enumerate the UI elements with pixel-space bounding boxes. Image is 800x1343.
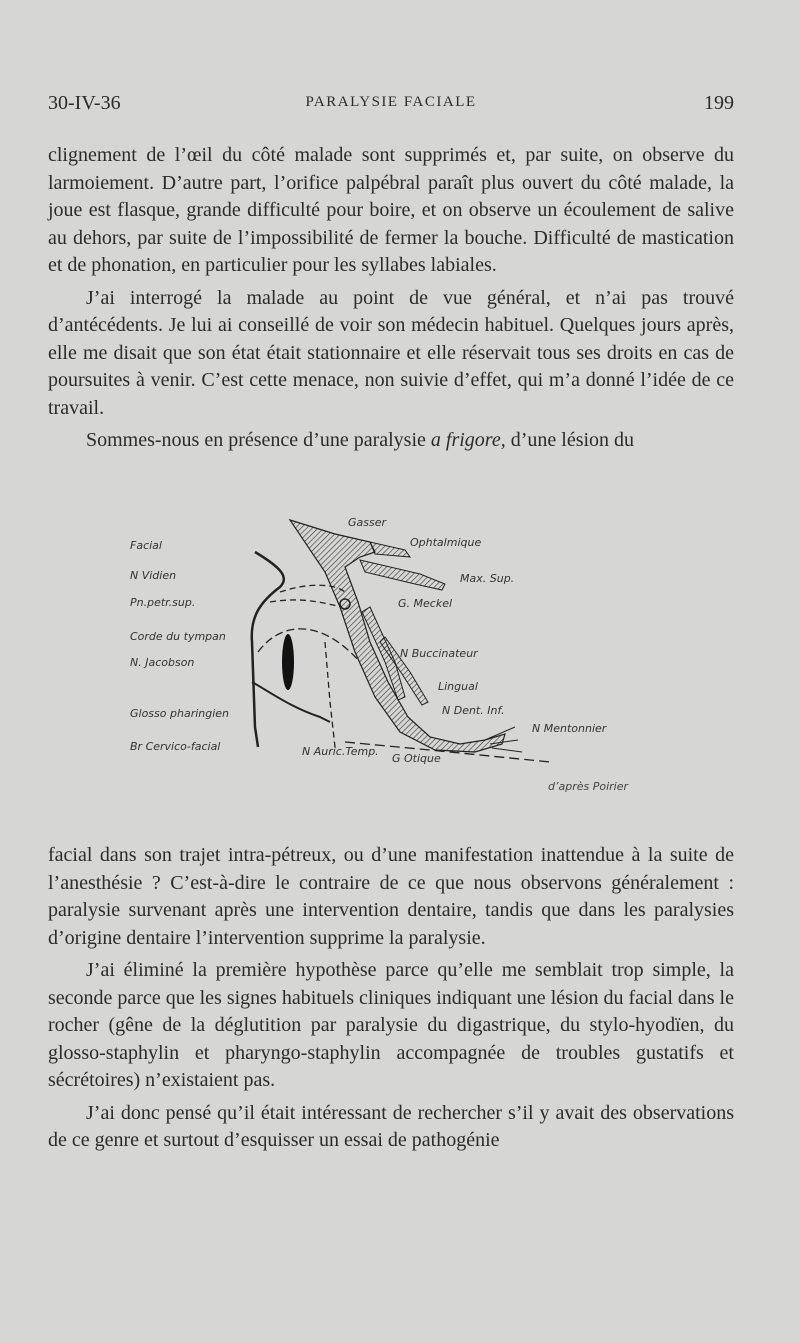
anatomical-figure: [130, 512, 650, 802]
petrosal-dashed: [270, 600, 342, 607]
running-header: [48, 92, 734, 122]
label-gasser: Gasser: [348, 516, 387, 529]
label-chorda: Corde du tympan: [130, 630, 226, 643]
ophthalmic-branch: [370, 542, 410, 557]
auriculotemporal-dashed: [325, 642, 335, 747]
paragraph: facial dans son trajet intra-pétreux, ou d’une manifestation inattendue à la suite de l’anesthésie ? C’est-à-dire le contraire de ce que nous observons généralement : paralysie survenant après une intervention dentaire, tandis que dans les paralysies d’origine dentaire l’intervention supprime la paralysie.: [48, 844, 734, 949]
page-number: 199: [704, 92, 734, 114]
label-maxillary: Max. Sup.: [460, 572, 515, 585]
text-block-top: [48, 142, 734, 455]
maxillary-branch: [360, 560, 445, 590]
text-block-bottom: [48, 842, 734, 1155]
tympanic-ganglion: [282, 634, 294, 690]
label-auriculotemporal: N Auric.Temp.: [302, 745, 379, 758]
label-facial: Facial: [130, 539, 162, 552]
facial-nerve-path: [252, 552, 284, 747]
glossopharyngeal-path: [252, 682, 330, 722]
label-cervico: Br Cervico-facial: [130, 740, 221, 753]
label-buccinator: N Buccinateur: [400, 647, 478, 660]
paragraph: clignement de l’œil du côté malade sont supprimés et, par suite, on observe du larmoiement. D’autre part, l’orifice palpébral paraît plus ouvert du côté malade, la joue est flasque, grande difficulté pour boire, et on observe un écoulement de salive au dehors, par suite de l’impossibilité de fermer la bouche. Difficulté de mastication et de phonation, en particulier pour les syllabes labiales.: [48, 144, 734, 276]
paragraph: [48, 427, 734, 455]
paragraph: J’ai interrogé la malade au point de vue général, et n’ai pas trouvé d’antécédents. Je lui ai conseillé de voir son médecin habituel. Quelques jours après, elle me disait que son état était stationnaire et elle réservait tous ses droits en cas de poursuites à venir. C’est cette menace, non suivie d’effet, qui m’a donné l’idée de ce travail.: [48, 286, 734, 419]
chorda-tympani-dashed: [258, 629, 360, 662]
label-mental: N Mentonnier: [532, 722, 607, 735]
figure-credit: d’après Poirier: [548, 780, 629, 793]
paragraph: J’ai éliminé la première hypothèse parce qu’elle me semblait trop simple, la seconde parce que les signes habituels cliniques indiquant une lésion du facial dans le rocher (gêne de la déglutition par paralysie du digastrique, du stylo-hyodïen, du glosso-staphylin et pharyngo-staphylin accompagnée de troubles gustatifs et sécrétoires) n’existaient pas.: [48, 959, 734, 1091]
italic-term: a frigore,: [430, 429, 506, 451]
label-otic: G Otique: [392, 752, 441, 765]
header-date: 30-IV-36: [48, 92, 121, 114]
label-jacobson: N. Jacobson: [130, 656, 195, 669]
header-title: PARALYSIE FACIALE: [305, 94, 477, 110]
label-petrosal: Pn.petr.sup.: [130, 596, 196, 609]
label-dental: N Dent. Inf.: [442, 704, 505, 717]
nerve-diagram: [130, 512, 650, 802]
paragraph-text: d’une lésion du: [505, 429, 635, 451]
label-vidien: N Vidien: [130, 569, 177, 582]
label-meckel: G. Meckel: [398, 597, 453, 610]
paragraph-text: Sommes-nous en présence d’une paralysie: [86, 429, 431, 451]
paragraph: J’ai donc pensé qu’il était intéressant de rechercher s’il y avait des observations de ce genre et surtout d’esquisser un essai de pathogénie: [48, 1101, 734, 1151]
label-lingual: Lingual: [438, 680, 478, 693]
label-glosso: Glosso pharingien: [130, 707, 230, 720]
label-ophthalmic: Ophtalmique: [410, 536, 482, 549]
